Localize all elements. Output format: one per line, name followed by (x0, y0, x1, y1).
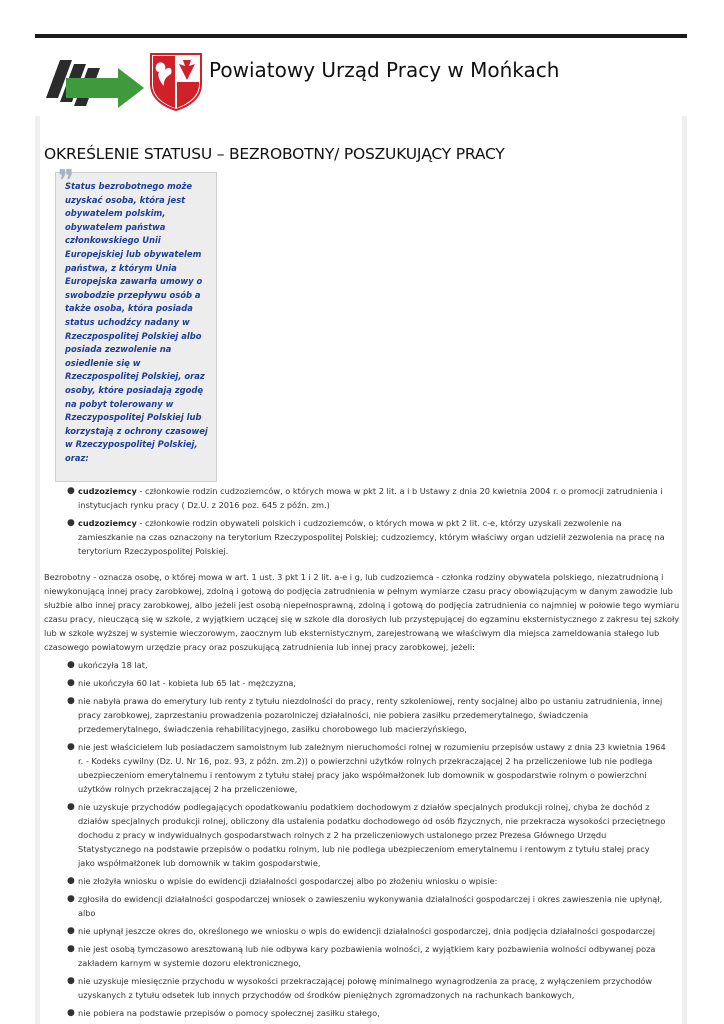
bullet-icon: ● (67, 876, 75, 886)
arrows-logo-icon[interactable] (38, 50, 148, 108)
site-title[interactable]: Powiatowy Urząd Pracy w Mońkach (209, 58, 560, 82)
content-wrapper (35, 116, 687, 1024)
condition-text: nie uzyskuje przychodów podlegających opodatkowaniu podatkiem dochodowym z działów specjalnych produkcji rolnej, chyba że dochód z działów specjalnych produkcji rolnej, obliczony dla ustalenia podatku dochodowego od osób fizycznych, nie przekracza wysokości przeciętnego dochodu z pracy w indywidualnych gospodarstwach rolnych z 2 ha przeliczeniowych ustalonego przez Prezesa Głównego Urzędu Statystycznego na podstawie przepisów o podatku rolnym, lub nie podlega ubezpieczeniom emerytalnemu i rentowym z tytułu stałej pracy jako współmałżonek lub domownik w takim gospodarstwie, (78, 802, 666, 868)
term-description: - członkowie rodzin cudzoziemców, o których mowa w pkt 2 lit. a i b Ustawy z dnia 20 kwietnia 2004 r. o promocji zatrudnienia i instytucjach rynku pracy ( Dz.U. z 2016 poz. 645 z późn. zm.) (78, 486, 663, 510)
list-item (66, 874, 666, 888)
list-item (66, 694, 666, 736)
list-item (66, 1006, 666, 1020)
bullet-icon: ● (67, 486, 75, 496)
conditions-list (66, 658, 666, 1024)
list-item (66, 484, 666, 512)
condition-text: nie uzyskuje miesięcznie przychodu w wysokości przekraczającej połowę minimalnego wynagrodzenia za pracę, z wyłączeniem przychodów uzyskanych z tytułu odsetek lub innych przychodów od środków pieniężnych zgromadzonych na rachunkach bankowych, (78, 976, 653, 1000)
condition-text: nie nabyła prawa do emerytury lub renty z tytułu niezdolności do pracy, renty szkoleniowej, renty socjalnej albo po ustaniu zatrudnienia, innej pracy zarobkowej, zaprzestaniu prowadzenia pozarolniczej działalności, nie pobiera zasiłku przedemerytalnego, świadczenia przedemerytalnego, świadczenia rehabilitacyjnego, zasiłku chorobowego lub macierzyńskiego, (78, 696, 663, 734)
bullet-icon: ● (67, 742, 75, 752)
bullet-icon: ● (67, 802, 75, 812)
bullet-icon: ● (67, 926, 75, 936)
bullet-icon: ● (67, 976, 75, 986)
list-item (66, 892, 666, 920)
list-item (66, 942, 666, 970)
list-item (66, 924, 666, 938)
term: cudzoziemcy (78, 518, 137, 528)
white-eagle-coat-of-arms-icon[interactable] (147, 50, 205, 112)
list-item (66, 800, 666, 870)
bullet-icon: ● (67, 944, 75, 954)
page-title: OKREŚLENIE STATUSU – BEZROBOTNY/ POSZUKUJĄCY PRACY (44, 145, 505, 163)
pull-quote (55, 164, 217, 482)
site-header (35, 38, 687, 116)
foreigners-list (66, 484, 666, 562)
condition-text: ukończyła 18 lat, (78, 660, 148, 670)
definition-paragraph: Bezrobotny - oznacza osobę, o której mowa w art. 1 ust. 3 pkt 1 i 2 lit. a-e i g, lub cudzoziemca - członka rodziny obywatela polskiego, niezatrudnioną i niewykonującą innej pracy zarobkowej, zdolną i gotową do podjęcia zatrudnienia w pełnym wymiarze czasu pracy obowiązującym w danym zawodzie lub służbie albo innej pracy zarobkowej, albo jeżeli jest osobą niepełnosprawną, zdolną i gotową do podjęcia zatrudnienia co najmniej w połowie tego wymiaru czasu pracy, nieuczącą się w szkole, z wyjątkiem uczącej się w szkole dla dorosłych lub przystępującej do egzaminu eksternistycznego z zakresu tej szkoły lub w szkole wyższej w systemie wieczorowym, zaocznym lub eksternistycznym, zarejestrowaną we właściwym dla miejsca zameldowania stałego lub czasowego powiatowym urzędzie pracy oraz poszukującą zatrudnienia lub innej pracy zarobkowej, jeżeli: (44, 572, 680, 652)
condition-text: zgłosiła do ewidencji działalności gospodarczej wniosek o zawieszeniu wykonywania działalności gospodarczej i okres zawieszenia nie upłynął, albo (78, 894, 663, 918)
bullet-icon: ● (67, 1008, 75, 1018)
condition-text: nie pobiera na podstawie przepisów o pomocy społecznej zasiłku stałego, (78, 1008, 380, 1018)
bullet-icon: ● (67, 894, 75, 904)
condition-text: nie ukończyła 60 lat - kobieta lub 65 lat - mężczyzna, (78, 678, 297, 688)
condition-text: nie złożyła wniosku o wpisie do ewidencji działalności gospodarczej albo po złożeniu wniosku o wpisie: (78, 876, 498, 886)
condition-text: nie upłynął jeszcze okres do, określonego we wniosku o wpis do ewidencji działalności gospodarczej, dnia podjęcia działalności gospodarczej (78, 926, 655, 936)
quote-mark-icon: ❞ (58, 164, 75, 199)
bullet-icon: ● (67, 518, 75, 528)
list-item (66, 676, 666, 690)
condition-text: nie jest osobą tymczasowo aresztowaną lub nie odbywa kary pozbawienia wolności, z wyjątkiem kary pozbawienia wolności odbywanej poza zakładem karnym w systemie dozoru elektronicznego, (78, 944, 656, 968)
list-item (66, 974, 666, 1002)
term-description: - członkowie rodzin obywateli polskich i cudzoziemców, o których mowa w pkt 2 lit. c-e, którzy uzyskali zezwolenie na zamieszkanie na czas oznaczony na terytorium Rzeczypospolitej Polskiej; cudzoziemcy, którym właściwy organ udzielił zezwolenia na pracę na terytorium Rzeczypospolitej Polskiej. (78, 518, 665, 556)
bullet-icon: ● (67, 696, 75, 706)
list-item (66, 658, 666, 672)
term: cudzoziemcy (78, 486, 137, 496)
bullet-icon: ● (67, 660, 75, 670)
article (40, 116, 682, 1024)
list-item (66, 516, 666, 558)
pull-quote-text: Status bezrobotnego może uzyskać osoba, która jest obywatelem polskim, obywatelem państwa członkowskiego Unii Europejskiej lub obywatelem państwa, z którym Unia Europejska zawarła umowy o swobodzie przepływu osób a także osoba, która posiada status uchodźcy nadany w Rzeczpospolitej Polskiej albo posiada zezwolenie na osiedlenie się w Rzeczpospolitej Polskiej, oraz osoby, które posiadają zgodę na pobyt tolerowany w Rzeczypospolitej Polskiej lub korzystają z ochrony czasowej w Rzeczypospolitej Polskiej, oraz: (65, 181, 208, 463)
bullet-icon: ● (67, 678, 75, 688)
condition-text: nie jest właścicielem lub posiadaczem samoistnym lub zależnym nieruchomości rolnej w rozumieniu przepisów ustawy z dnia 23 kwietnia 1964 r. - Kodeks cywilny (Dz. U. Nr 16, poz. 93, z późn. zm.2)) o powierzchni użytków rolnych przekraczającej 2 ha przeliczeniowe lub nie podlega ubezpieczeniom emerytalnemu i rentowym z tytułu stałej pracy jako współmałżonek lub domownik w gospodarstwie rolnym o powierzchni użytków rolnych przekraczającej 2 ha przeliczeniowe, (78, 742, 666, 794)
list-item (66, 740, 666, 796)
